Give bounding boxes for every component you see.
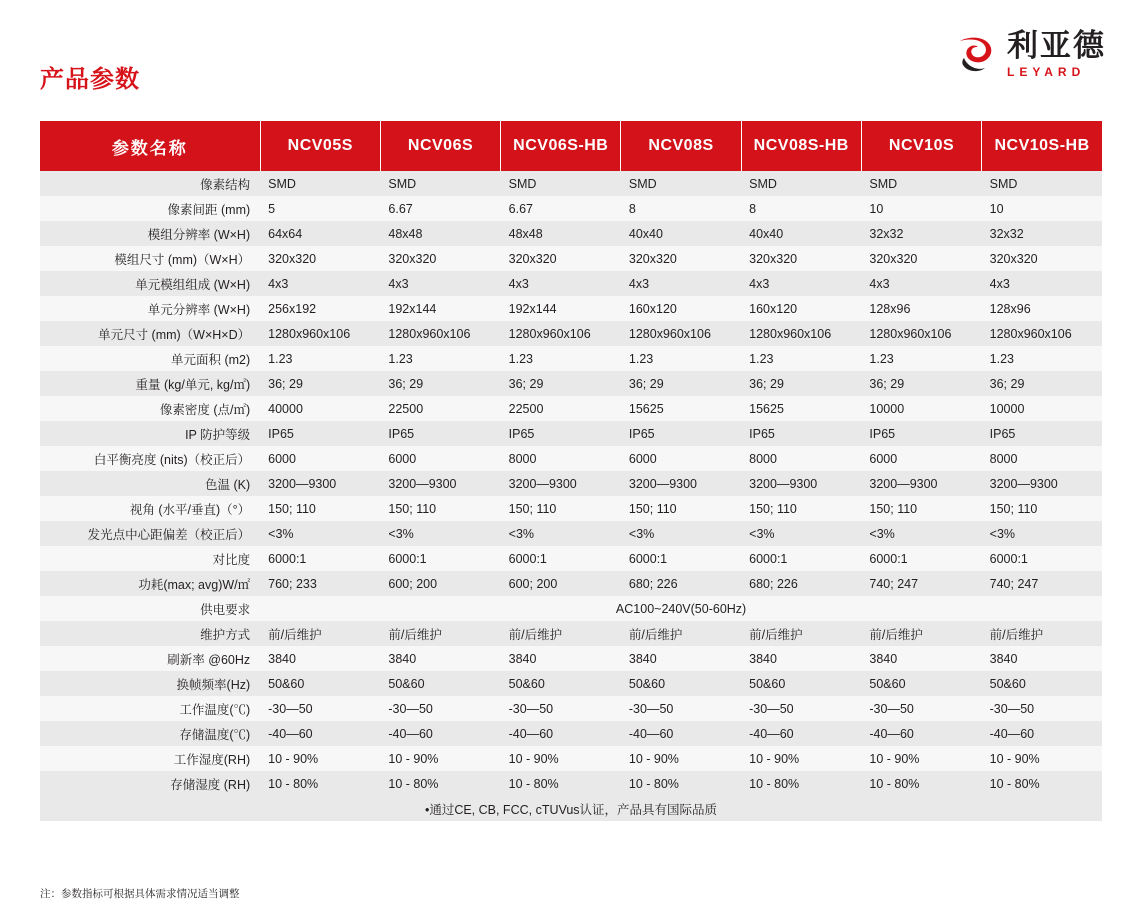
row-value: 32x32 — [861, 221, 981, 246]
row-value: 4x3 — [501, 271, 621, 296]
row-value: 6000:1 — [982, 546, 1102, 571]
row-value: -30—50 — [380, 696, 500, 721]
row-value: 3840 — [861, 646, 981, 671]
row-value: SMD — [741, 171, 861, 196]
row-value: 6000:1 — [861, 546, 981, 571]
row-value: 6000:1 — [741, 546, 861, 571]
row-value: -30—50 — [621, 696, 741, 721]
row-value: 22500 — [501, 396, 621, 421]
row-value: 3840 — [982, 646, 1102, 671]
row-value: -30—50 — [982, 696, 1102, 721]
row-value: 50&60 — [501, 671, 621, 696]
column-header-ncv08s-hb: NCV08S-HB — [741, 121, 861, 171]
row-value: 10 - 90% — [982, 746, 1102, 771]
row-value: 4x3 — [741, 271, 861, 296]
row-value: SMD — [982, 171, 1102, 196]
row-value: 6000 — [380, 446, 500, 471]
row-value: SMD — [861, 171, 981, 196]
table-row — [40, 746, 1102, 771]
row-value: IP65 — [621, 421, 741, 446]
row-value: <3% — [621, 521, 741, 546]
row-value: 160x120 — [741, 296, 861, 321]
row-value: 10 - 80% — [380, 771, 500, 796]
row-value: 8 — [621, 196, 741, 221]
row-value: 36; 29 — [982, 371, 1102, 396]
row-value: 150; 110 — [861, 496, 981, 521]
row-label: 色温 (K) — [40, 471, 260, 496]
page-title: 产品参数 — [40, 66, 140, 93]
row-value: 10 - 90% — [741, 746, 861, 771]
column-header-ncv06s-hb: NCV06S-HB — [501, 121, 621, 171]
row-value: 10 — [861, 196, 981, 221]
spec-table — [40, 121, 1102, 821]
row-value: 8000 — [501, 446, 621, 471]
row-value: 150; 110 — [260, 496, 380, 521]
row-value: 36; 29 — [741, 371, 861, 396]
row-label: 单元尺寸 (mm)（W×H×D） — [40, 321, 260, 346]
row-value: 10 - 80% — [741, 771, 861, 796]
row-value: 3200—9300 — [260, 471, 380, 496]
row-value: 50&60 — [861, 671, 981, 696]
row-value: 256x192 — [260, 296, 380, 321]
row-value: 150; 110 — [982, 496, 1102, 521]
row-value: IP65 — [260, 421, 380, 446]
row-value: 3200—9300 — [982, 471, 1102, 496]
leyard-drop-logo-icon — [951, 31, 997, 77]
row-value: IP65 — [982, 421, 1102, 446]
brand-name-cn: 利亚德 — [1007, 28, 1106, 63]
row-value: -40—60 — [380, 721, 500, 746]
table-row — [40, 596, 1102, 621]
certification-text: •通过CE, CB, FCC, cTUVus认证，产品具有国际品质 — [40, 796, 1102, 821]
table-row — [40, 646, 1102, 671]
row-value: SMD — [380, 171, 500, 196]
row-value: 128x96 — [982, 296, 1102, 321]
row-value: 10 - 90% — [621, 746, 741, 771]
table-row — [40, 496, 1102, 521]
row-value: 50&60 — [621, 671, 741, 696]
row-value: 1280x960x106 — [982, 321, 1102, 346]
table-row — [40, 546, 1102, 571]
row-value: <3% — [260, 521, 380, 546]
row-value: 48x48 — [380, 221, 500, 246]
table-row — [40, 771, 1102, 796]
row-value: 3200—9300 — [621, 471, 741, 496]
row-value: <3% — [741, 521, 861, 546]
row-value: 10000 — [982, 396, 1102, 421]
row-value: 前/后维护 — [501, 621, 621, 646]
row-value: -30—50 — [741, 696, 861, 721]
row-value: 1280x960x106 — [501, 321, 621, 346]
column-header-ncv05s: NCV05S — [260, 121, 380, 171]
row-value: 3200—9300 — [380, 471, 500, 496]
page-bottom-spacer — [0, 909, 1140, 919]
row-value: 1280x960x106 — [621, 321, 741, 346]
row-value: 3840 — [501, 646, 621, 671]
brand-logo — [951, 30, 1106, 78]
row-value: 10 - 90% — [501, 746, 621, 771]
row-value: 10 - 80% — [861, 771, 981, 796]
row-value: -40—60 — [982, 721, 1102, 746]
row-label: 功耗(max; avg)W/㎡ — [40, 571, 260, 596]
row-value: 15625 — [621, 396, 741, 421]
row-value: 6000:1 — [260, 546, 380, 571]
table-row — [40, 296, 1102, 321]
row-value: 8000 — [982, 446, 1102, 471]
row-value: 760; 233 — [260, 571, 380, 596]
row-value: 1.23 — [982, 346, 1102, 371]
table-row — [40, 621, 1102, 646]
row-value: 3840 — [621, 646, 741, 671]
row-value: 50&60 — [741, 671, 861, 696]
row-label: 工作温度(℃) — [40, 696, 260, 721]
row-value: 3200—9300 — [501, 471, 621, 496]
row-value: 36; 29 — [380, 371, 500, 396]
table-row — [40, 571, 1102, 596]
row-value: 192x144 — [501, 296, 621, 321]
row-value: 1.23 — [621, 346, 741, 371]
row-value: 40x40 — [621, 221, 741, 246]
row-value: -40—60 — [741, 721, 861, 746]
row-label: 模组分辨率 (W×H) — [40, 221, 260, 246]
row-value: 8000 — [741, 446, 861, 471]
row-value: 50&60 — [380, 671, 500, 696]
row-label: 像素密度 (点/㎡) — [40, 396, 260, 421]
row-value: 6000:1 — [621, 546, 741, 571]
row-value: 128x96 — [861, 296, 981, 321]
row-value: 320x320 — [621, 246, 741, 271]
row-value: 1280x960x106 — [861, 321, 981, 346]
row-label: 维护方式 — [40, 621, 260, 646]
table-row — [40, 521, 1102, 546]
row-value: 6000 — [861, 446, 981, 471]
table-row — [40, 271, 1102, 296]
row-value: 150; 110 — [501, 496, 621, 521]
row-label: 模组尺寸 (mm)（W×H） — [40, 246, 260, 271]
row-value: 32x32 — [982, 221, 1102, 246]
table-row — [40, 196, 1102, 221]
row-value: 320x320 — [501, 246, 621, 271]
row-value: 320x320 — [861, 246, 981, 271]
row-value: 10 - 80% — [501, 771, 621, 796]
row-value: 前/后维护 — [260, 621, 380, 646]
row-value: 8 — [741, 196, 861, 221]
brand-name-en: LEYARD — [1007, 65, 1086, 79]
column-header-ncv06s: NCV06S — [380, 121, 500, 171]
table-row — [40, 246, 1102, 271]
brand-wordmark — [1007, 30, 1106, 78]
row-value: 6.67 — [380, 196, 500, 221]
row-value: 740; 247 — [861, 571, 981, 596]
row-label: 单元面积 (m2) — [40, 346, 260, 371]
row-value: 3840 — [741, 646, 861, 671]
column-header-ncv10s: NCV10S — [861, 121, 981, 171]
row-value: 前/后维护 — [741, 621, 861, 646]
row-value: 1280x960x106 — [260, 321, 380, 346]
row-value: 48x48 — [501, 221, 621, 246]
row-label: 换帧频率(Hz) — [40, 671, 260, 696]
table-row — [40, 421, 1102, 446]
row-value: 64x64 — [260, 221, 380, 246]
row-value: IP65 — [861, 421, 981, 446]
table-row — [40, 446, 1102, 471]
row-label: 像素间距 (mm) — [40, 196, 260, 221]
row-value: 320x320 — [982, 246, 1102, 271]
row-value: 4x3 — [982, 271, 1102, 296]
row-value: 6000 — [621, 446, 741, 471]
row-value: 4x3 — [861, 271, 981, 296]
row-value: SMD — [621, 171, 741, 196]
row-label: 刷新率 @60Hz — [40, 646, 260, 671]
row-value: 36; 29 — [501, 371, 621, 396]
row-value: 3840 — [260, 646, 380, 671]
row-value: IP65 — [380, 421, 500, 446]
row-value: 4x3 — [380, 271, 500, 296]
row-value: 22500 — [380, 396, 500, 421]
row-value: IP65 — [741, 421, 861, 446]
row-value: -30—50 — [260, 696, 380, 721]
row-value: 1280x960x106 — [380, 321, 500, 346]
row-value: <3% — [501, 521, 621, 546]
table-row — [40, 171, 1102, 196]
row-value: SMD — [260, 171, 380, 196]
row-label: 白平衡亮度 (nits)（校正后） — [40, 446, 260, 471]
table-row — [40, 471, 1102, 496]
row-value: -40—60 — [501, 721, 621, 746]
row-value: 1.23 — [260, 346, 380, 371]
row-value: 10 - 90% — [260, 746, 380, 771]
spec-table-wrapper — [40, 121, 1102, 821]
row-value: -40—60 — [621, 721, 741, 746]
certification-row — [40, 796, 1102, 821]
row-label: 视角 (水平/垂直)（°） — [40, 496, 260, 521]
row-value: 3840 — [380, 646, 500, 671]
row-label: 供电要求 — [40, 596, 260, 621]
table-row — [40, 346, 1102, 371]
row-value: IP65 — [501, 421, 621, 446]
row-value: 3200—9300 — [861, 471, 981, 496]
row-label: 像素结构 — [40, 171, 260, 196]
row-value: 150; 110 — [621, 496, 741, 521]
column-header-ncv08s: NCV08S — [621, 121, 741, 171]
row-value: 5 — [260, 196, 380, 221]
row-value: 50&60 — [982, 671, 1102, 696]
row-value: 1280x960x106 — [741, 321, 861, 346]
row-value: 3200—9300 — [741, 471, 861, 496]
row-value: 6.67 — [501, 196, 621, 221]
row-value: 15625 — [741, 396, 861, 421]
row-value: <3% — [982, 521, 1102, 546]
row-value: 320x320 — [741, 246, 861, 271]
row-label: 单元分辨率 (W×H) — [40, 296, 260, 321]
row-label: 存储温度(℃) — [40, 721, 260, 746]
row-value: 6000:1 — [501, 546, 621, 571]
row-label: 重量 (kg/单元, kg/㎡) — [40, 371, 260, 396]
row-value: -40—60 — [861, 721, 981, 746]
table-row — [40, 671, 1102, 696]
row-value: 1.23 — [501, 346, 621, 371]
row-value: 40000 — [260, 396, 380, 421]
row-value: 160x120 — [621, 296, 741, 321]
row-value: 1.23 — [380, 346, 500, 371]
row-value: 40x40 — [741, 221, 861, 246]
row-value-span: AC100~240V(50-60Hz) — [260, 596, 1102, 621]
footer-note: 注：参数指标可根据具体需求情况适当调整 — [40, 888, 240, 900]
row-value: 4x3 — [621, 271, 741, 296]
table-row — [40, 221, 1102, 246]
row-value: 36; 29 — [861, 371, 981, 396]
row-value: 600; 200 — [501, 571, 621, 596]
row-value: 1.23 — [861, 346, 981, 371]
row-value: 680; 226 — [741, 571, 861, 596]
row-value: 6000 — [260, 446, 380, 471]
page-header — [0, 0, 1140, 112]
table-row — [40, 396, 1102, 421]
row-label: 对比度 — [40, 546, 260, 571]
row-value: 10000 — [861, 396, 981, 421]
row-value: 36; 29 — [621, 371, 741, 396]
row-value: 10 - 80% — [982, 771, 1102, 796]
row-label: 单元模组组成 (W×H) — [40, 271, 260, 296]
row-value: -40—60 — [260, 721, 380, 746]
row-value: <3% — [380, 521, 500, 546]
row-value: 前/后维护 — [380, 621, 500, 646]
row-value: 50&60 — [260, 671, 380, 696]
row-value: 320x320 — [380, 246, 500, 271]
row-value: 680; 226 — [621, 571, 741, 596]
row-value: -30—50 — [861, 696, 981, 721]
row-value: 150; 110 — [380, 496, 500, 521]
row-value: 320x320 — [260, 246, 380, 271]
spec-table-header — [40, 121, 1102, 171]
row-label: 存储湿度 (RH) — [40, 771, 260, 796]
row-value: SMD — [501, 171, 621, 196]
row-value: <3% — [861, 521, 981, 546]
row-value: 150; 110 — [741, 496, 861, 521]
row-value: 1.23 — [741, 346, 861, 371]
row-value: 6000:1 — [380, 546, 500, 571]
row-value: 10 - 80% — [621, 771, 741, 796]
row-value: 10 - 90% — [861, 746, 981, 771]
row-value: 10 - 90% — [380, 746, 500, 771]
table-row — [40, 371, 1102, 396]
row-value: 36; 29 — [260, 371, 380, 396]
column-header-ncv10s-hb: NCV10S-HB — [982, 121, 1102, 171]
row-value: 192x144 — [380, 296, 500, 321]
row-value: 前/后维护 — [621, 621, 741, 646]
row-value: 前/后维护 — [982, 621, 1102, 646]
table-row — [40, 696, 1102, 721]
row-value: 740; 247 — [982, 571, 1102, 596]
header-row — [40, 121, 1102, 171]
spec-table-body — [40, 171, 1102, 821]
table-row — [40, 721, 1102, 746]
row-value: 10 - 80% — [260, 771, 380, 796]
table-row — [40, 321, 1102, 346]
row-value: -30—50 — [501, 696, 621, 721]
column-header-parameter-name: 参数名称 — [40, 121, 260, 171]
row-label: 发光点中心距偏差（校正后） — [40, 521, 260, 546]
row-value: 4x3 — [260, 271, 380, 296]
row-label: IP 防护等级 — [40, 421, 260, 446]
row-value: 前/后维护 — [861, 621, 981, 646]
row-value: 600; 200 — [380, 571, 500, 596]
row-value: 10 — [982, 196, 1102, 221]
row-label: 工作湿度(RH) — [40, 746, 260, 771]
